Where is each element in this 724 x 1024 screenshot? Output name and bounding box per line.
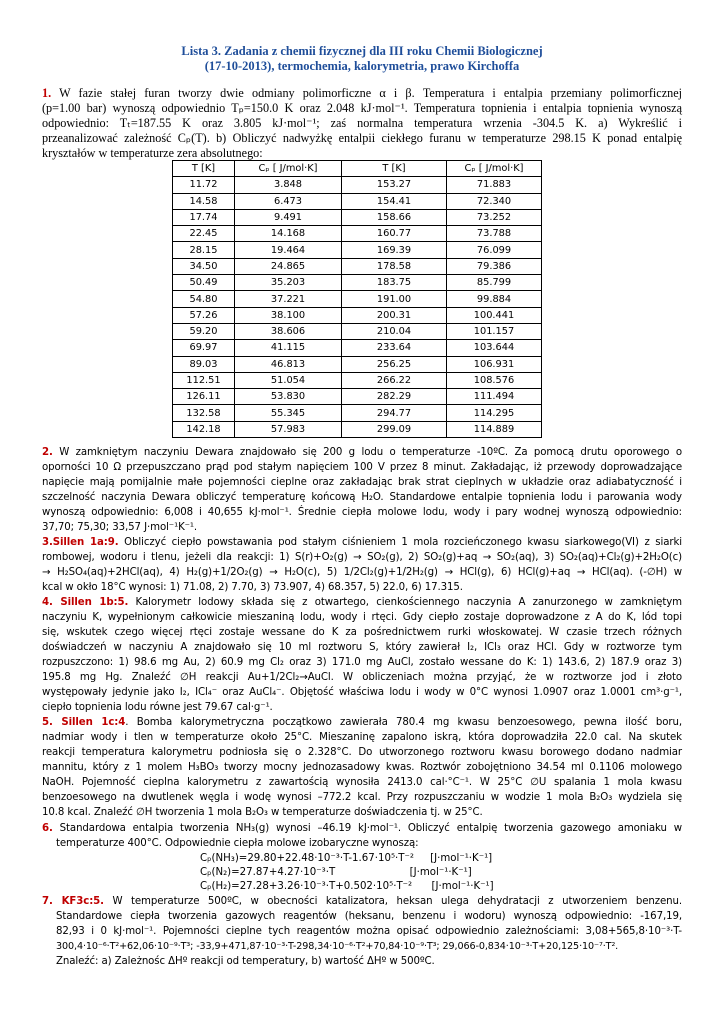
problem-text-line: oporności 10 Ω przepuszczano prąd pod stałym napięciem 100 V przez 8 minut. Zakładając, iż przewody doprowadzające (42, 462, 682, 473)
table-row (173, 389, 542, 405)
column-header: Cₚ [ J/mol·K] (447, 161, 542, 177)
table-cell: 132.58 (173, 405, 235, 421)
table-row (173, 275, 542, 291)
problem-text-line: 10.8 kcal. Znaleźć ∅H tworzenia 1 mola B₂O₃ w temperaturze doświadczenia tj. w 25°C. (42, 807, 483, 818)
document-subtitle: (17-10-2013), termochemia, kalorymetria, prawo Kirchoffa (204, 59, 520, 73)
table-cell: 154.41 (342, 193, 447, 209)
table-row (173, 177, 542, 193)
table-cell: 57.983 (235, 421, 342, 437)
problem-2 (42, 445, 682, 535)
problem-text-line: mannitu, który z 1 molem H₃BO₃ tworzy mocny jednozasadowy kwas. Roztwór zobojętniono 34.54 ml 0.1106 molowego (42, 762, 682, 773)
table-cell: 73.252 (447, 209, 542, 225)
problem-text-line: występowały jedynie jako I₂, ICl₄⁻ oraz AuCl₄⁻. Objętość właściwa lodu i wody w 0°C wynosi 1.0907 oraz 1.0001 cm³·g⁻¹, (42, 687, 682, 698)
table-cell: 108.576 (447, 372, 542, 388)
table-cell: 160.77 (342, 226, 447, 242)
problem-reference: 7. KF3c:5. (42, 896, 104, 907)
problem-text-line: (p=1.00 bar) wynoszą odpowiednio Tₚ=150.0 K oraz 2.048 kJ·mol⁻¹. Temperatura topnienia i entalpia topnienia wynoszą (42, 101, 682, 115)
problem-text-line: naczyniu K, wypełnionym całkowicie mieszaniną lodu, wody i rtęci. Gdy ciepło zostaje doprowadzone z A do K, lód topi (42, 612, 682, 623)
problem-text-line: Znaleźć: a) Zależnośc ΔHº reakcji od temperatury, b) wartość ΔHº w 500ºC. (56, 956, 435, 967)
problem-text-line: nadmiar wody i tlen w temperaturze około 25°C. Mieszaninę zapalono iskrą, która doprowadziła 22.0 cal. Na skutek (42, 732, 682, 743)
problem-text-line: wynoszą odpowiednio: 6,008 i 40,655 kJ·mol⁻¹. Średnie ciepła molowe lodu, wody i pary wodnej wynoszą odpowiednio: (42, 507, 682, 518)
problem-7 (42, 894, 682, 969)
problem-text-line: W temperaturze 500ºC, w obecności katalizatora, heksan ulega dehydratacji z utworzeniem benzenu. (103, 896, 682, 907)
problem-4 (42, 595, 682, 715)
table-cell: 57.26 (173, 307, 235, 323)
table-row (173, 226, 542, 242)
table-cell: 28.15 (173, 242, 235, 258)
table-cell: 51.054 (235, 372, 342, 388)
problem-text-line: przeanalizować zależność Cₚ(T). b) Obliczyć nadwyżkę entalpii ciekłego furanu w temperaturze 298.15 K ponad entalpię (42, 131, 682, 145)
table-header-row (173, 161, 542, 177)
problem-5 (42, 715, 682, 820)
table-cell: 76.099 (447, 242, 542, 258)
table-cell: 142.18 (173, 421, 235, 437)
table-row (173, 340, 542, 356)
table-row (173, 356, 542, 372)
problem-text-line: 300,4·10⁻⁶·T²+62,06·10⁻⁹·T³; -33,9+471,87·10⁻³·T-298,34·10⁻⁶·T²+70,84·10⁻⁹·T³; 29,066-0,834·10⁻³·T+20,125·10⁻⁷·T². (56, 941, 619, 952)
table-cell: 73.788 (447, 226, 542, 242)
problem-text-line: W zamkniętym naczyniu Dewara znajdowało się 200 g lodu o temperaturze -10ºC. Za pomocą drutu oporowego o (59, 447, 682, 458)
problem-text-line: → H₂SO₄(aq)+2HCl(aq), 4) H₂(g)+1/2O₂(g) → H₂O(c), 5) 1/2Cl₂(g)+1/2H₂(g) → HCl(g), 6) HCl(g)+aq → HCl(aq). (-∅H) w (42, 567, 682, 578)
table-row (173, 323, 542, 339)
problem-text-line: 82,93 i 0 kJ·mol⁻¹. Pojemności cieplne tych reagentów można opisać odpowiednio zależnościami: 3,08+565,8·10⁻³·T- (56, 926, 682, 937)
problem-number: 6. (42, 823, 53, 834)
problem-text-line: rombowej, wodoru i tlenu, jeżeli dla reakcji: 1) S(r)+O₂(g) → SO₂(g), 2) SO₂(g)+aq → SO₂(aq), 3) SO₂(aq)+Cl₂(g)+2H₂O(c) (42, 552, 682, 563)
document-title: Lista 3. Zadania z chemii fizycznej dla III roku Chemii Biologicznej (181, 44, 543, 58)
table-cell: 55.345 (235, 405, 342, 421)
problem-text-line: Kalorymetr lodowy składa się z otwartego, cienkościennego naczynia A zanurzonego w zamkniętym (128, 597, 682, 608)
table-cell: 22.45 (173, 226, 235, 242)
problem-text-line: Standardowa entalpia tworzenia NH₃(g) wynosi –46.19 kJ·mol⁻¹. Obliczyć entalpię tworzenia gazowego amoniaku w (59, 823, 683, 834)
table-cell: 71.883 (447, 177, 542, 193)
problem-number: 2. (42, 447, 53, 458)
problem-text-line: ciepło topnienia lodu równe jest 79.67 cal·g⁻¹. (42, 702, 273, 713)
table-cell: 46.813 (235, 356, 342, 372)
table-cell: 14.58 (173, 193, 235, 209)
table-cell: 266.22 (342, 372, 447, 388)
table-cell: 24.865 (235, 258, 342, 274)
table-row (173, 258, 542, 274)
table-cell: 14.168 (235, 226, 342, 242)
table-cell: 89.03 (173, 356, 235, 372)
heat-capacity-table (172, 160, 542, 438)
table-cell: 99.884 (447, 291, 542, 307)
table-row (173, 421, 542, 437)
table-cell: 53.830 (235, 389, 342, 405)
problem-reference: 5. Sillen 1c:4 (42, 717, 126, 728)
table-cell: 54.80 (173, 291, 235, 307)
column-header: T [K] (342, 161, 447, 177)
problem-text-line: 195.8 mg Hg. Znaleźć ∅H reakcji Au+1/2Cl₂→AuCl. W obliczeniach można przyjąć, że w roztworze jod i złoto (42, 672, 682, 683)
table-cell: 183.75 (342, 275, 447, 291)
table-cell: 100.441 (447, 307, 542, 323)
column-header: T [K] (173, 161, 235, 177)
table-cell: 114.295 (447, 405, 542, 421)
table-row (173, 209, 542, 225)
problem-6 (42, 821, 682, 851)
problem-text-line: . Bomba kalorymetryczna początkowo zawierała 780.4 mg kwasu benzoesowego, pewna ilość boru, (125, 717, 682, 728)
table-row (173, 405, 542, 421)
table-cell: 11.72 (173, 177, 235, 193)
cp-h2-equation: Cₚ(H₂)=27.28+3.26·10⁻³·T+0.502·10⁵·T⁻² [J·mol⁻¹·K⁻¹] (200, 881, 494, 892)
table-cell: 79.386 (447, 258, 542, 274)
table-cell: 200.31 (342, 307, 447, 323)
problem-text-line: W fazie stałej furan tworzy dwie odmiany polimorficzne α i β. Temperatura i entalpia przemiany polimorficznej (59, 86, 683, 100)
table-cell: 9.491 (235, 209, 342, 225)
table-row (173, 291, 542, 307)
table-cell: 169.39 (342, 242, 447, 258)
table-cell: 17.74 (173, 209, 235, 225)
table-cell: 126.11 (173, 389, 235, 405)
problem-text-line: Obliczyć ciepło powstawania pod stałym ciśnieniem 1 mola rozcieńczonego kwasu siarkowego(VI) z siarki (118, 537, 682, 548)
problem-text-line: Standardowe ciepła tworzenia gazowych reagentów (heksanu, benzenu i wodoru) wynoszą odpowiednio: -167,19, (56, 911, 682, 922)
table-cell: 35.203 (235, 275, 342, 291)
table-cell: 256.25 (342, 356, 447, 372)
table-cell: 59.20 (173, 323, 235, 339)
table-row (173, 307, 542, 323)
table-cell: 19.464 (235, 242, 342, 258)
column-header: Cₚ [ J/mol·K] (235, 161, 342, 177)
table-cell: 6.473 (235, 193, 342, 209)
table-cell: 178.58 (342, 258, 447, 274)
table-cell: 158.66 (342, 209, 447, 225)
problem-text-line: reakcji temperatura kalorymetru podniosła się o 2.328°C. Do utworzonego roztworu kwasu borowego dodano nadmiar (42, 747, 682, 758)
table-cell: 210.04 (342, 323, 447, 339)
table-cell: 233.64 (342, 340, 447, 356)
table-cell: 101.157 (447, 323, 542, 339)
table-row (173, 372, 542, 388)
table-cell: 34.50 (173, 258, 235, 274)
problem-text-line: NaOH. Pojemność cieplna kalorymetru z zawartością wynosiła 2413.0 cal·°C⁻¹. W 25°C ∅U spalania 1 mola kwasu (42, 777, 682, 788)
problem-text-line: szczelność naczynia Dewara obliczyć temperaturę końcową H₂O. Standardowe entalpie topnienia lodu i parowania wody (42, 492, 682, 503)
problem-text-line: 37,70; 75,30; 33,57 J·mol⁻¹K⁻¹. (42, 522, 198, 533)
problem-reference: 3.Sillen 1a:9. (42, 537, 119, 548)
table-cell: 85.799 (447, 275, 542, 291)
table-cell: 282.29 (342, 389, 447, 405)
problem-text-line: się, wskutek czego więcej rtęci zostaje wessane do K za pośrednictwem rurki włoskowatej. W czasie trzech różnych (42, 627, 682, 638)
table-cell: 153.27 (342, 177, 447, 193)
cp-nh3-equation: Cₚ(NH₃)=29.80+22.48·10⁻³·T-1.67·10⁵·T⁻² [J·mol⁻¹·K⁻¹] (200, 853, 493, 864)
cp-n2-equation: Cₚ(N₂)=27.87+4.27·10⁻³·T [J·mol⁻¹·K⁻¹] (200, 867, 472, 878)
table-cell: 112.51 (173, 372, 235, 388)
table-cell: 106.931 (447, 356, 542, 372)
table-cell: 72.340 (447, 193, 542, 209)
problem-text-line: kryształów w temperaturze zera absolutnego: (42, 146, 263, 160)
problem-text-line: rozpuszczono: 1) 98.6 mg Au, 2) 60.9 mg Cl₂ oraz 3) 171.0 mg AuCl, zostało wessane do K: 1) 143.6, 2) 187.9 oraz 3) (42, 657, 682, 668)
table-cell: 41.115 (235, 340, 342, 356)
problem-text-line: napięcie mają pomijalnie małe pojemności cieplne oraz zakładając brak strat cieplnych w układzie oraz adiabatyczność i (42, 477, 682, 488)
table-cell: 50.49 (173, 275, 235, 291)
table-row (173, 242, 542, 258)
table-cell: 111.494 (447, 389, 542, 405)
problem-3 (42, 535, 682, 595)
problem-reference: 4. Sillen 1b:5. (42, 597, 129, 608)
problem-1 (42, 86, 682, 161)
problem-text-line: doświadczeń w naczyniu A znajdowało się 10 ml roztworu S, który zawierał I₂, ICl₃ oraz HCl. Gdy w roztworze tym (42, 642, 682, 653)
problem-text-line: temperaturze 400°C. Odpowiednie ciepła molowe izobaryczne wynoszą: (56, 838, 419, 849)
table-row (173, 193, 542, 209)
table-cell: 114.889 (447, 421, 542, 437)
problem-text-line: odpowiednio: Tₜ=187.55 K oraz 3.805 kJ·mol⁻¹; zaś normalna temperatura wrzenia -304.5 K. a) Wykreślić i (42, 116, 682, 130)
problem-number: 1. (42, 86, 52, 100)
table-cell: 37.221 (235, 291, 342, 307)
problem-text-line: kcal w okło 18°C wynosi: 1) 71.08, 2) 7.70, 3) 73.907, 4) 68.357, 5) 22.0, 6) 17.315. (42, 582, 463, 593)
table-cell: 299.09 (342, 421, 447, 437)
table-cell: 38.606 (235, 323, 342, 339)
table-cell: 103.644 (447, 340, 542, 356)
problem-text-line: benzoesowego na dwutlenek węgla i wodę wynosi –772.2 kcal. Przy rozpuszczaniu w wodzie 1 mola B₂O₃ wydziela się (42, 792, 682, 803)
table-cell: 3.848 (235, 177, 342, 193)
table-cell: 38.100 (235, 307, 342, 323)
table-cell: 294.77 (342, 405, 447, 421)
table-cell: 69.97 (173, 340, 235, 356)
table-cell: 191.00 (342, 291, 447, 307)
